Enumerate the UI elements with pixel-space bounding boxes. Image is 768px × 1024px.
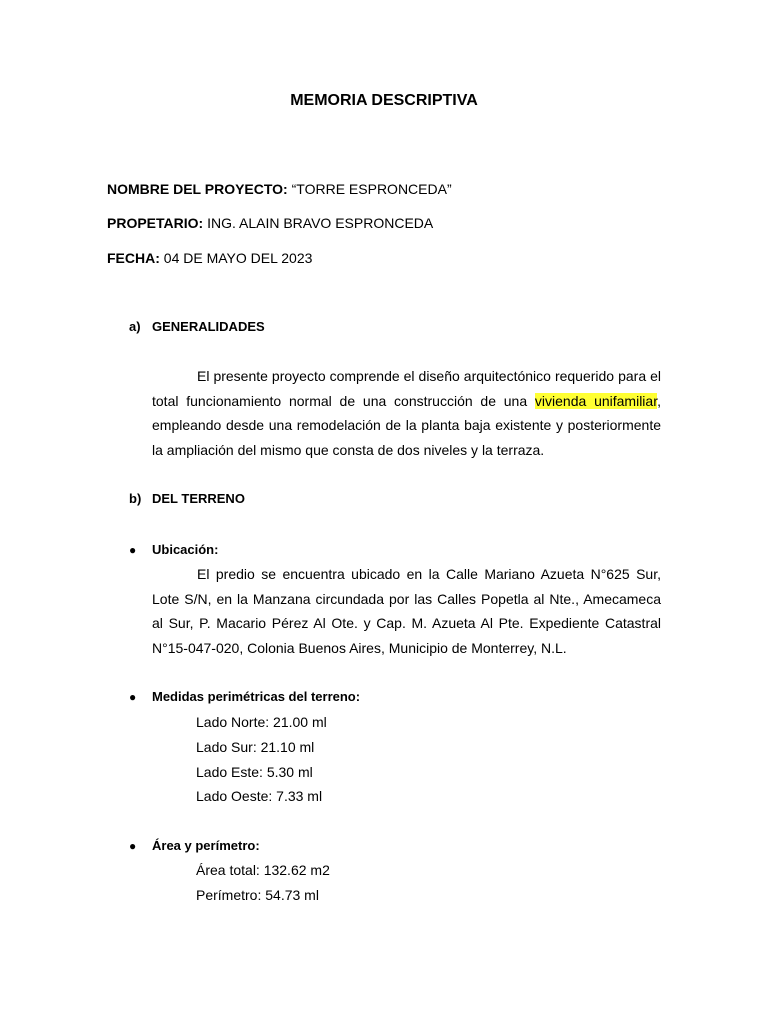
date-label: FECHA: [107, 250, 160, 266]
section-a-text-after: , empleando desde una remodelación de la planta baja existente y posteriormente la ampliación del mismo que consta de dos niveles y la terraza. [152, 392, 661, 458]
area-list [196, 858, 330, 908]
bullet-icon: ● [129, 690, 137, 704]
section-b-heading [129, 491, 245, 506]
ubicacion-title: Ubicación: [152, 542, 219, 557]
list-item: Perímetro: 54.73 ml [196, 886, 319, 903]
list-item: Lado Norte: 21.00 ml [196, 714, 327, 730]
date-line [107, 250, 312, 266]
project-name-value: “TORRE ESPRONCEDA” [291, 181, 452, 197]
medidas-bullet [129, 689, 360, 704]
owner-label: PROPETARIO: [107, 215, 204, 231]
list-item: Lado Oeste: 7.33 ml [196, 788, 323, 805]
medidas-list [196, 710, 327, 809]
owner-line [107, 215, 433, 231]
area-bullet [129, 838, 260, 853]
section-a-marker: a) [129, 319, 141, 334]
section-a-heading [129, 319, 265, 334]
bullet-icon: ● [129, 543, 137, 557]
section-a-text-before: El presente proyecto comprende el diseño arquitectónico requerido para el total funcionamiento normal de una construcción de una [152, 368, 661, 409]
ubicacion-bullet [129, 542, 218, 557]
owner-value: ING. ALAIN BRAVO ESPRONCEDA [207, 215, 434, 231]
list-item: Lado Este: 5.30 ml [196, 763, 313, 780]
section-a-paragraph [152, 364, 661, 462]
date-value: 04 DE MAYO DEL 2023 [163, 250, 313, 266]
section-b-marker: b) [129, 491, 142, 506]
section-b-title: DEL TERRENO [152, 491, 245, 506]
area-title: Área y perímetro: [152, 838, 260, 853]
section-a-title: GENERALIDADES [152, 319, 265, 334]
highlighted-text: vivienda unifamiliar [534, 392, 658, 409]
document-title: MEMORIA DESCRIPTIVA [290, 92, 478, 109]
project-name-label: NOMBRE DEL PROYECTO: [107, 181, 288, 197]
list-item: Área total: 132.62 m2 [196, 862, 330, 878]
list-item: Lado Sur: 21.10 ml [196, 738, 315, 755]
ubicacion-paragraph: El predio se encuentra ubicado en la Calle Mariano Azueta N°625 Sur, Lote S/N, en la Manzana circundada por las Calles Popetla al Nte., Amecameca al Sur, P. Macario Pérez Al Ote. y Cap. M. Azueta Al Pte. Expediente Catastral N°15-047-020, Colonia Buenos Aires, Municipio de Monterrey, N.L. [152, 566, 661, 656]
medidas-title: Medidas perimétricas del terreno: [152, 689, 361, 704]
project-name-line [107, 181, 452, 197]
bullet-icon: ● [129, 839, 137, 853]
